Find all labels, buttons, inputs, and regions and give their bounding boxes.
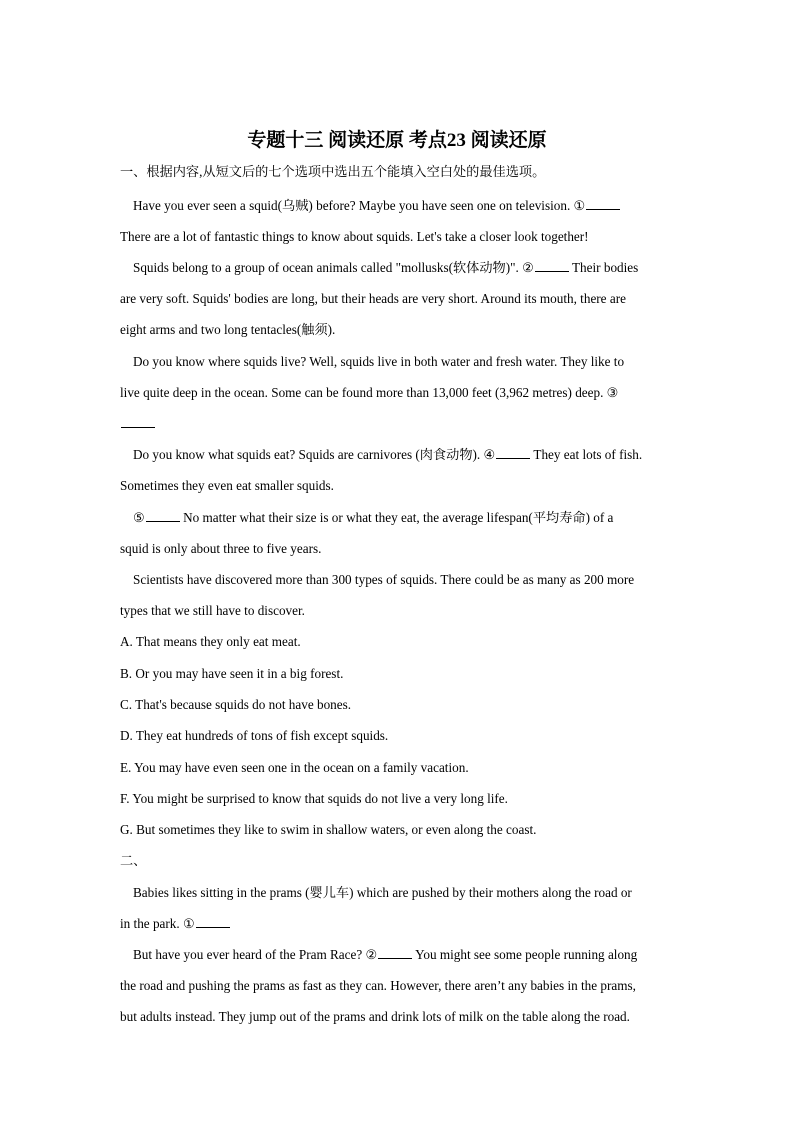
- answer-blank-3[interactable]: [121, 415, 155, 428]
- line-text: ⑤: [133, 510, 145, 525]
- paragraph-line: [133, 446, 642, 464]
- option-d: D. They eat hundreds of tons of fish except squids.: [120, 728, 389, 743]
- paragraph-line: live quite deep in the ocean. Some can be found more than 13,000 feet (3,962 metres) deep. ③: [120, 385, 619, 400]
- answer-blank-s2-2[interactable]: [378, 946, 412, 959]
- option-f: F. You might be surprised to know that squids do not live a very long life.: [120, 791, 508, 806]
- paragraph-line: Do you know where squids live? Well, squids live in both water and fresh water. They like to: [133, 354, 625, 369]
- answer-blank-1[interactable]: [586, 197, 620, 210]
- answer-blank-4[interactable]: [496, 446, 530, 459]
- line-text: They eat lots of fish.: [530, 447, 643, 462]
- paragraph-line: [120, 415, 155, 433]
- line-text: You might see some people running along: [412, 947, 638, 962]
- paragraph-line: [120, 915, 230, 933]
- paragraph-line: eight arms and two long tentacles(触须).: [120, 322, 336, 337]
- paragraph-line: [133, 946, 637, 964]
- line-text: Do you know what squids eat? Squids are carnivores (肉食动物). ④: [133, 447, 496, 462]
- option-g: G. But sometimes they like to swim in shallow waters, or even along the coast.: [120, 822, 537, 837]
- paragraph-line: squid is only about three to five years.: [120, 541, 322, 556]
- line-text: Their bodies: [568, 260, 639, 275]
- paragraph-line: types that we still have to discover.: [120, 603, 305, 618]
- paragraph-line: but adults instead. They jump out of the prams and drink lots of milk on the table along the road.: [120, 1009, 630, 1024]
- option-b: B. Or you may have seen it in a big forest.: [120, 666, 344, 681]
- line-text: in the park. ①: [120, 916, 195, 931]
- answer-blank-2[interactable]: [535, 259, 569, 272]
- line-text: Squids belong to a group of ocean animals called "mollusks(软体动物)". ②: [133, 260, 534, 275]
- paragraph-line: Babies likes sitting in the prams (婴儿车) which are pushed by their mothers along the road or: [133, 885, 632, 900]
- option-c: C. That's because squids do not have bones.: [120, 697, 352, 712]
- paragraph-line: the road and pushing the prams as fast as they can. However, there aren’t any babies in the prams,: [120, 978, 636, 993]
- option-e: E. You may have even seen one in the ocean on a family vacation.: [120, 760, 469, 775]
- option-a: A. That means they only eat meat.: [120, 634, 301, 649]
- paragraph-line: [133, 259, 638, 277]
- answer-blank-5[interactable]: [146, 509, 180, 522]
- paragraph-line: Sometimes they even eat smaller squids.: [120, 478, 334, 493]
- line-text: No matter what their size is or what they eat, the average lifespan(平均寿命) of a: [179, 510, 614, 525]
- line-text: But have you ever heard of the Pram Race? ②: [133, 947, 378, 962]
- line-text: Have you ever seen a squid(乌贼) before? Maybe you have seen one on television. ①: [133, 198, 586, 213]
- section1-instruction: 一、根据内容,从短文后的七个选项中选出五个能填入空白处的最佳选项。: [120, 164, 546, 179]
- paragraph-line: [133, 509, 613, 527]
- paragraph-line: Scientists have discovered more than 300 types of squids. There could be as many as 200 more: [133, 572, 635, 587]
- answer-blank-s2-1[interactable]: [196, 915, 230, 928]
- paragraph-line: There are a lot of fantastic things to know about squids. Let's take a closer look together!: [120, 229, 589, 244]
- paragraph-line: [133, 197, 620, 215]
- paragraph-line: are very soft. Squids' bodies are long, but their heads are very short. Around its mouth, there are: [120, 291, 626, 306]
- page-title: 专题十三 阅读还原 考点23 阅读还原: [247, 130, 547, 151]
- section2-heading: 二、: [120, 853, 147, 868]
